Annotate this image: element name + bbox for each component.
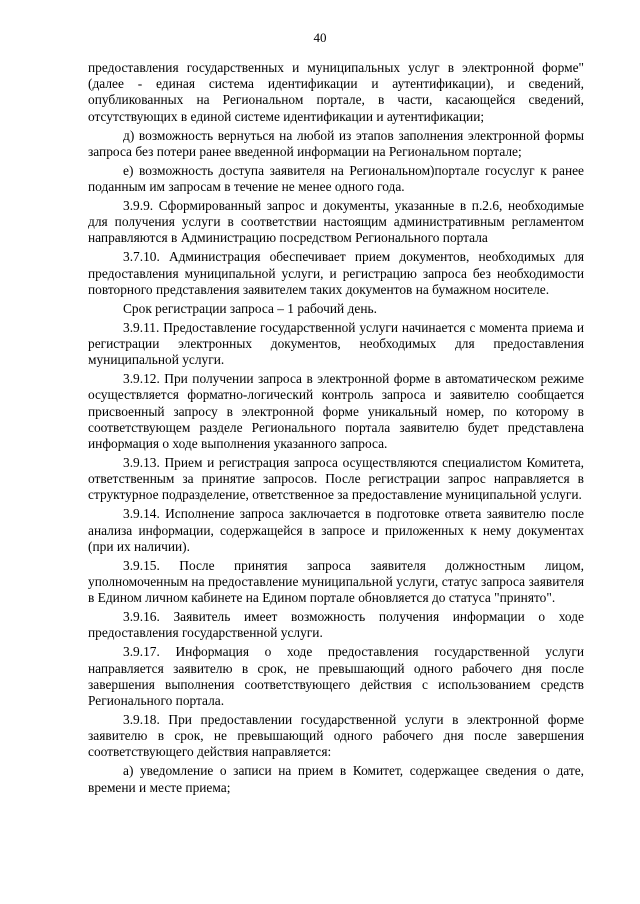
paragraph-3-9-9: 3.9.9. Сформированный запрос и документы, указанные в п.2.6, необходимые для получения услуги в соответствии настоящим административным регламентом направляются в Администрацию посредством Регионального портала	[88, 198, 584, 246]
paragraph-3-7-10: 3.7.10. Администрация обеспечивает прием документов, необходимых для предоставления муниципальной услуги, и регистрацию запроса без необходимости повторного представления заявителем таких документов на бумажном носителе.	[88, 249, 584, 297]
page-number: 40	[313, 30, 327, 45]
document-body	[88, 60, 584, 799]
paragraph-3-9-17: 3.9.17. Информация о ходе предоставления государственной услуги направляется заявителю в срок, не превышающий одного рабочего дня после завершения выполнения соответствующего действия с использованием средств Регионального портала.	[88, 644, 584, 709]
paragraph-item-e: е) возможность доступа заявителя на Региональном)портале госуслуг к ранее поданным им запросам в течение не менее одного года.	[88, 162, 584, 195]
paragraph-item-a: а) уведомление о записи на прием в Комитет, содержащее сведения о дате, времени и месте приема;	[88, 763, 584, 795]
paragraph-3-9-16: 3.9.16. Заявитель имеет возможность получения информации о ходе предоставления государственной услуги.	[88, 609, 584, 641]
paragraph-3-9-18: 3.9.18. При предоставлении государственной услуги в электронной форме заявителю в срок, не превышающий одного рабочего дня после завершения соответствующего действия направляется:	[88, 712, 584, 760]
paragraph-3-9-12: 3.9.12. При получении запроса в электронной форме в автоматическом режиме осуществляется форматно-логический контроль запроса и заявителю сообщается присвоенный запросу в электронной форме уникальный номер, по которому в соответствующем разделе Регионального портала заявителю будет представлена информация о ходе выполнения указанного запроса.	[88, 371, 584, 452]
paragraph-3-9-13: 3.9.13. Прием и регистрация запроса осуществляются специалистом Комитета, ответственным за принятие запросов. После регистрации запрос направляется в структурное подразделение, ответственное за предоставление муниципальной услуги.	[88, 455, 584, 503]
paragraph-3-9-14: 3.9.14. Исполнение запроса заключается в подготовке ответа заявителю после анализа информации, содержащейся в запросе и приложенных к нему документах (при их наличии).	[88, 506, 584, 554]
paragraph-continuation: предоставления государственных и муниципальных услуг в электронной форме" (далее - единая система идентификации и аутентификации), и сведений, опубликованных на Региональном портале, в части, касающейся сведений, отсутствующих в единой системе идентификации и аутентификации;	[88, 60, 584, 124]
paragraph-3-9-15: 3.9.15. После принятия запроса заявителя должностным лицом, уполномоченным на предоставление муниципальной услуги, статус запроса заявителя в Едином личном кабинете на Едином портале обновляется до статуса "принято".	[88, 557, 584, 606]
paragraph-registration-term: Срок регистрации запроса – 1 рабочий день.	[123, 300, 377, 316]
paragraph-item-d: д) возможность вернуться на любой из этапов заполнения электронной формы запроса без потери ранее введенной информации на Региональном портале;	[88, 127, 584, 159]
paragraph-3-9-11: 3.9.11. Предоставление государственной услуги начинается с момента приема и регистрации электронных документов, необходимых для предоставления муниципальной услуги.	[88, 319, 584, 368]
